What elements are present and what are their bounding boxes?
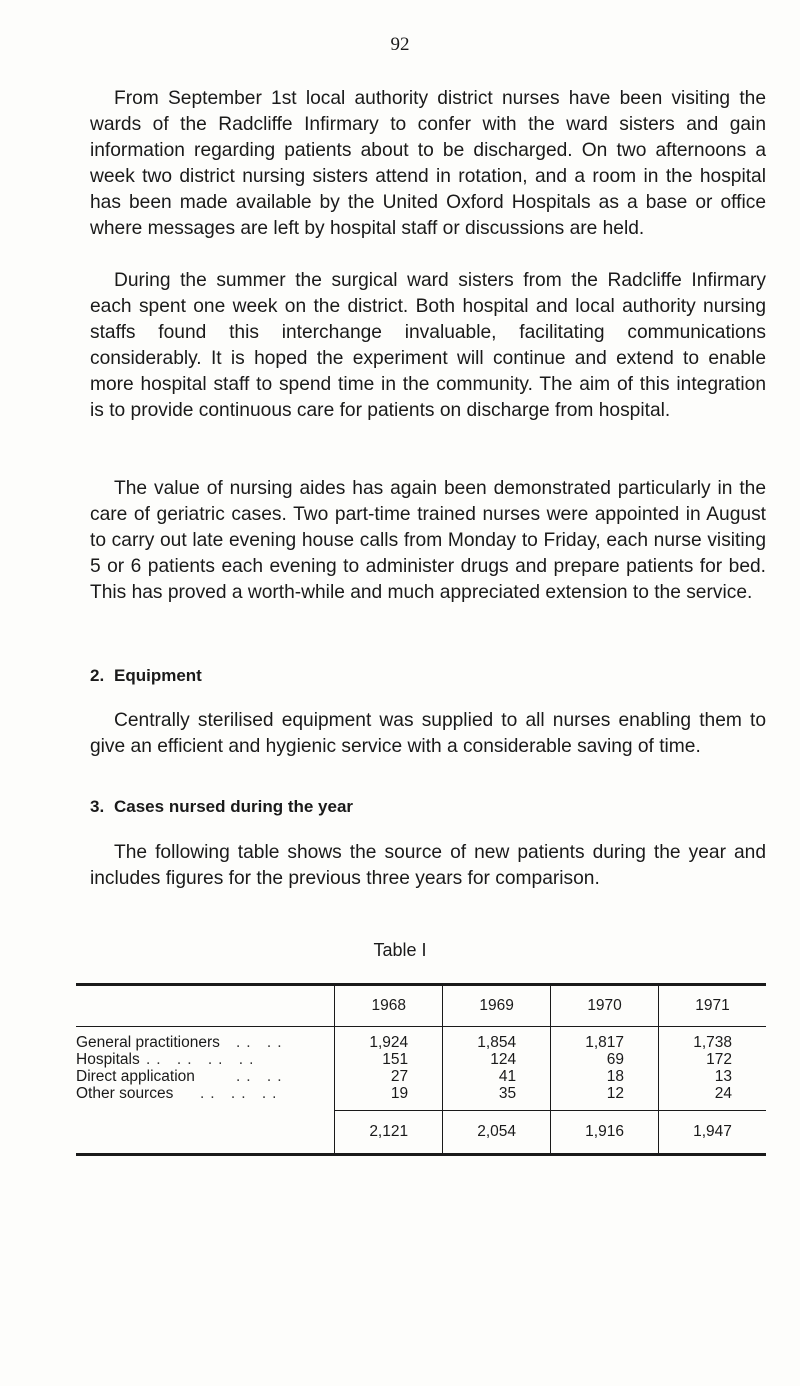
table-cell: 13 [659,1068,766,1085]
cases-table [76,983,766,1156]
total-1968: 2,121 [335,1111,443,1155]
table-cell: 1,817 [551,1027,659,1052]
total-blank-cell [76,1111,335,1155]
header-blank-cell [76,985,335,1027]
table-cell: 1,854 [443,1027,551,1052]
page-number: 92 [390,34,410,55]
section-2-number: 2. [90,666,105,685]
table-row [76,1027,766,1052]
section-3-heading [90,797,353,817]
header-year-1968: 1968 [335,985,443,1027]
paragraph-district-nurses: From September 1st local authority district nurses have been visiting the wards of the Radcliffe Infirmary to confer with the ward sisters and gain information regarding patients about to be discharged. On two afternoons a week two district nursing sisters attend in rotation, and a room in the hospital has been made available by the United Oxford Hospitals as a base or office where messages are left by hospital staff or discussions are held. [90,88,766,239]
leader-dots: .. .. .. .. [146,1051,260,1068]
table-cell: 35 [443,1085,551,1111]
table-header-row [76,985,766,1027]
total-1969: 2,054 [443,1111,551,1155]
leader-dots: .. .. .. [200,1085,283,1102]
section-2-heading [90,666,202,686]
row-label: Other sources [76,1085,174,1102]
total-1971: 1,947 [659,1111,766,1155]
header-year-1971: 1971 [659,985,766,1027]
table-cell: 18 [551,1068,659,1085]
header-year-1970: 1970 [551,985,659,1027]
table-row [76,1068,766,1085]
table-cell: 1,738 [659,1027,766,1052]
row-label: Direct application [76,1068,195,1085]
table-cell: 12 [551,1085,659,1111]
table-row [76,1051,766,1068]
section-2-title: Equipment [114,666,202,685]
table-row [76,1085,766,1111]
table-cell: 172 [659,1051,766,1068]
table-cell: 1,924 [335,1027,443,1052]
table-cell: 41 [443,1068,551,1085]
row-label: Hospitals [76,1051,140,1068]
table-cell: 24 [659,1085,766,1111]
paragraph-surgical-ward-sisters: During the summer the surgical ward sisters from the Radcliffe Infirmary each spent one week on the district. Both hospital and local authority nursing staffs found this interchange invaluable, facilitating communications considerably. It is hoped the experiment will continue and extend to enable more hospital staff to spend time in the community. The aim of this integration is to provide continuous care for patients on discharge from hospital. [90,270,766,421]
table-cell: 151 [335,1051,443,1068]
section-3-title: Cases nursed during the year [114,797,354,816]
table-title: Table I [373,940,427,960]
table-cell: 27 [335,1068,443,1085]
row-label: General practitioners [76,1034,220,1051]
table-cell: 69 [551,1051,659,1068]
leader-dots: .. .. [236,1068,288,1085]
total-1970: 1,916 [551,1111,659,1155]
section-2-text: Centrally sterilised equipment was supplied to all nurses enabling them to give an efficient and hygienic service with a considerable saving of time. [90,710,766,757]
paragraph-nursing-aides: The value of nursing aides has again been demonstrated particularly in the care of geriatric cases. Two part-time trained nurses were appointed in August to carry out late evening house calls from Monday to Friday, each nurse visiting 5 or 6 patients each evening to administer drugs and prepare patients for bed. This has proved a worth-while and much appreciated extension to the service. [90,478,766,603]
table-cell: 124 [443,1051,551,1068]
section-3-number: 3. [90,797,105,816]
header-year-1969: 1969 [443,985,551,1027]
section-3-text: The following table shows the source of new patients during the year and includes figures for the previous three years for comparison. [90,842,766,889]
table-total-row [76,1111,766,1155]
leader-dots: .. .. [236,1034,288,1051]
table-cell: 19 [335,1085,443,1111]
